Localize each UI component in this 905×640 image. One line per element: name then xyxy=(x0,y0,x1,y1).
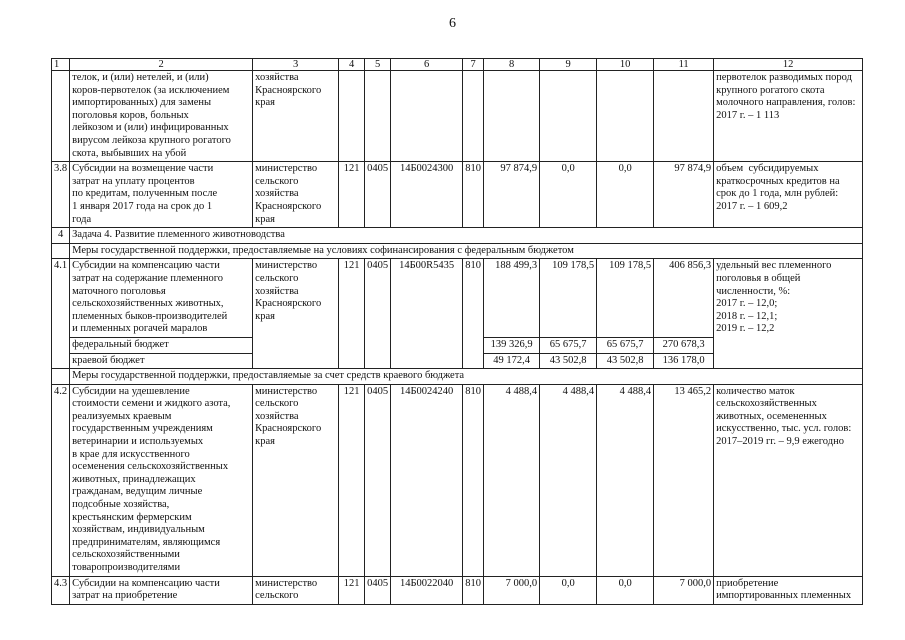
name-cell: Субсидии на возмещение части затрат на уплату процентов по кредитам, полученным после 1 января 2017 года на срок до 1 года xyxy=(70,162,253,228)
table-row xyxy=(52,71,863,162)
result-cell: количество маток сельскохозяйственных животных, осемененных искусственно, тыс. усл. голов: 2017–2019 гг. – 9,9 ежегодно xyxy=(714,384,863,576)
header-cell: 10 xyxy=(597,59,654,71)
grbs-cell: 121 xyxy=(339,162,365,228)
value-2017-cell: 7 000,0 xyxy=(484,576,540,604)
task-row xyxy=(52,228,863,244)
header-cell: 1 xyxy=(52,59,70,71)
table-row xyxy=(52,384,863,576)
rzpr-cell: 0405 xyxy=(365,162,391,228)
num-cell: 4.3 xyxy=(52,576,70,604)
header-cell: 7 xyxy=(463,59,484,71)
header-cell: 5 xyxy=(365,59,391,71)
org-cell: министерство сельского хозяйства Красноярского края xyxy=(253,259,339,369)
section-row xyxy=(52,243,863,259)
grbs-cell: 121 xyxy=(339,576,365,604)
total-cell: 7 000,0 xyxy=(654,576,714,604)
total-cell: 13 465,2 xyxy=(654,384,714,576)
value-2018-cell: 109 178,5 xyxy=(540,259,597,338)
value-2018-cell: 0,0 xyxy=(540,576,597,604)
result-cell: приобретение импортированных племенных xyxy=(714,576,863,604)
name-cell: Субсидии на компенсацию части затрат на приобретение xyxy=(70,576,253,604)
org-cell: министерство сельского xyxy=(253,576,339,604)
header-row xyxy=(52,59,863,71)
value-2019-cell: 0,0 xyxy=(597,162,654,228)
regional-value: 43 502,8 xyxy=(597,353,654,369)
value-2017-cell: 4 488,4 xyxy=(484,384,540,576)
rzpr-cell: 0405 xyxy=(365,259,391,369)
rzpr-cell: 0405 xyxy=(365,384,391,576)
section-title-regional: Меры государственной поддержки, предоставляемые за счет средств краевого бюджета xyxy=(70,369,863,385)
regional-value: 49 172,4 xyxy=(484,353,540,369)
header-cell: 9 xyxy=(540,59,597,71)
federal-value: 65 675,7 xyxy=(597,337,654,353)
org-cell: хозяйства Красноярского края xyxy=(253,71,339,162)
value-2017-cell: 97 874,9 xyxy=(484,162,540,228)
csr-cell: 14Б0024300 xyxy=(391,162,463,228)
table-row xyxy=(52,576,863,604)
grbs-cell: 121 xyxy=(339,259,365,369)
num-cell: 4.1 xyxy=(52,259,70,369)
task-title: Задача 4. Развитие племенного животноводства xyxy=(70,228,863,244)
regional-label: краевой бюджет xyxy=(70,353,253,369)
value-2019-cell: 0,0 xyxy=(597,576,654,604)
table-row xyxy=(52,259,863,338)
vr-cell: 810 xyxy=(463,259,484,369)
csr-cell: 14Б0022040 xyxy=(391,576,463,604)
header-cell: 11 xyxy=(654,59,714,71)
csr-cell: 14Б00R5435 xyxy=(391,259,463,369)
section-row xyxy=(52,369,863,385)
vr-cell: 810 xyxy=(463,576,484,604)
result-cell: первотелок разводимых пород крупного рогатого скота молочного направления, голов: 2017 г. – 1 113 xyxy=(714,71,863,162)
federal-value: 270 678,3 xyxy=(654,337,714,353)
name-cell: Субсидии на компенсацию части затрат на содержание племенного маточного поголовья сельскохозяйственных животных, племенных быков-производителей и племенных рогачей маралов xyxy=(70,259,253,338)
name-cell: телок, и (или) нетелей, и (или) коров-первотелок (за исключением импортированных) для замены поголовья коров, больных лейкозом и (или) инфицированных вирусом лейкоза крупного рогатого скота, выбывших на убой xyxy=(70,71,253,162)
org-cell: министерство сельского хозяйства Красноярского края xyxy=(253,384,339,576)
page-number: 6 xyxy=(449,16,456,31)
org-cell: министерство сельского хозяйства Красноярского края xyxy=(253,162,339,228)
csr-cell: 14Б0024240 xyxy=(391,384,463,576)
grbs-cell: 121 xyxy=(339,384,365,576)
federal-label: федеральный бюджет xyxy=(70,337,253,353)
result-cell: объем субсидируемых краткосрочных кредитов на срок до 1 года, млн рублей: 2017 г. – 1 609,2 xyxy=(714,162,863,228)
value-2018-cell: 0,0 xyxy=(540,162,597,228)
table-row xyxy=(52,162,863,228)
rzpr-cell: 0405 xyxy=(365,576,391,604)
num-cell: 3.8 xyxy=(52,162,70,228)
task-num-cell: 4 xyxy=(52,228,70,244)
num-cell: 4.2 xyxy=(52,384,70,576)
value-2019-cell: 4 488,4 xyxy=(597,384,654,576)
total-cell: 97 874,9 xyxy=(654,162,714,228)
header-cell: 8 xyxy=(484,59,540,71)
vr-cell: 810 xyxy=(463,384,484,576)
total-cell: 406 856,3 xyxy=(654,259,714,338)
federal-value: 139 326,9 xyxy=(484,337,540,353)
vr-cell: 810 xyxy=(463,162,484,228)
header-cell: 2 xyxy=(70,59,253,71)
regional-value: 43 502,8 xyxy=(540,353,597,369)
header-cell: 4 xyxy=(339,59,365,71)
value-2017-cell: 188 499,3 xyxy=(484,259,540,338)
result-cell: удельный вес племенного поголовья в общей численности, %: 2017 г. – 12,0; 2018 г. – 12,1; 2019 г. – 12,2 xyxy=(714,259,863,369)
header-cell: 3 xyxy=(253,59,339,71)
name-cell: Субсидии на удешевление стоимости семени и жидкого азота, реализуемых краевым государственным учреждениям ветеринарии и используемых в крае для искусственного осеменения сельскохозяйственных животных, принадлежащих гражданам, ведущим личные подсобные хозяйства, крестьянским фермерским хозяйствам, индивидуальным предпринимателям, являющимся сельскохозяйственными товаропроизводителями xyxy=(70,384,253,576)
value-2019-cell: 109 178,5 xyxy=(597,259,654,338)
regional-value: 136 178,0 xyxy=(654,353,714,369)
budget-table xyxy=(51,58,863,605)
value-2018-cell: 4 488,4 xyxy=(540,384,597,576)
header-cell: 12 xyxy=(714,59,863,71)
section-title-federal: Меры государственной поддержки, предоставляемые на условиях софинансирования с федеральным бюджетом xyxy=(70,243,863,259)
federal-value: 65 675,7 xyxy=(540,337,597,353)
num-cell xyxy=(52,71,70,162)
header-cell: 6 xyxy=(391,59,463,71)
